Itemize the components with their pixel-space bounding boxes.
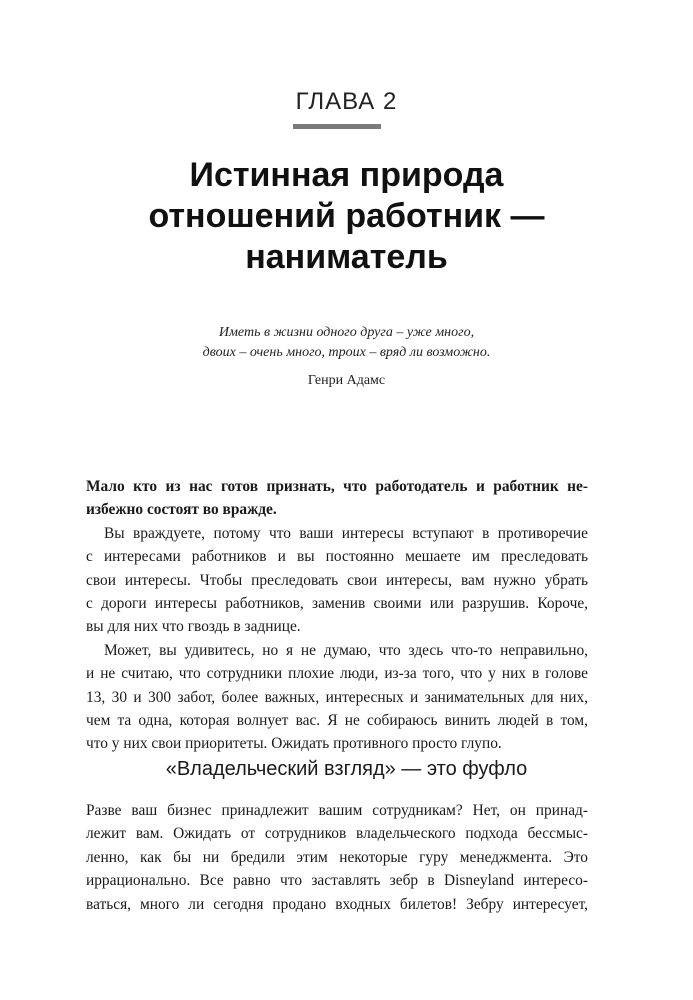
section-heading: «Владельческий взгляд» — это фуфло	[165, 758, 528, 780]
paragraph-line: Вы враждуете, потому что ваши интересы вступают в противоречие	[104, 524, 588, 542]
paragraph-line: свои интересы. Чтобы преследовать свои интересы, вам нужно убрать	[86, 571, 588, 589]
section-text	[86, 799, 588, 916]
paragraph-line: что у них свои приоритеты. Ожидать противного просто глупо.	[86, 735, 502, 753]
epigraph-author: Генри Адамс	[307, 373, 386, 388]
chapter-title-line: Истинная природа	[189, 156, 504, 194]
epigraph-line: Иметь в жизни одного друга – уже много,	[218, 325, 475, 340]
epigraph	[0, 323, 693, 391]
chapter-title-line: наниматель	[245, 238, 448, 276]
paragraph-line: Разве ваш бизнес принадлежит вашим сотрудникам? Нет, он принад-	[86, 802, 588, 819]
paragraph-line: с дороги интересы работников, заменив своими или разрушив. Короче,	[86, 595, 588, 613]
paragraph-line: чем та одна, которая волнует вас. Я не собираюсь винить людей в том,	[86, 712, 588, 730]
paragraph-line: лежит вам. Ожидать от сотрудников владельческого подхода бессмыс-	[86, 825, 588, 843]
paragraph-line: вы для них что гвоздь в заднице.	[86, 618, 301, 636]
paragraph-line: Может, вы удивитесь, но я не думаю, что здесь что-то неправильно,	[104, 641, 588, 659]
paragraph-line: иррационально. Все равно что заставлять зебр в Disneyland интересо-	[86, 872, 588, 890]
chapter-title-line: отношений работник —	[148, 197, 545, 235]
intro-text	[86, 475, 588, 756]
intro-bold-line: Мало кто из нас готов признать, что работодатель и работник не-	[86, 478, 588, 495]
epigraph-line: двоих – очень много, троих – вряд ли возможно.	[202, 345, 491, 360]
paragraph-line: ленно, как бы ни бредили этим некоторые гуру менеджмента. Это	[86, 848, 588, 866]
intro-bold-line: избежно состоят во вражде.	[86, 501, 277, 519]
chapter-label: ГЛАВА 2	[295, 88, 398, 115]
chapter-divider	[293, 124, 381, 129]
paragraph-line: 13, 30 и 300 забот, более важных, интересных и занимательных для них,	[86, 688, 588, 706]
paragraph-line: с интересами работников и вы постоянно мешаете им преследовать	[86, 548, 588, 566]
paragraph-line: ваться, много ли сегодня продано входных билетов! Зебру интересует,	[86, 895, 588, 913]
paragraph-line: и не считаю, что сотрудники плохие люди, из-за того, что у них в голове	[86, 665, 588, 683]
chapter-title	[0, 155, 693, 278]
